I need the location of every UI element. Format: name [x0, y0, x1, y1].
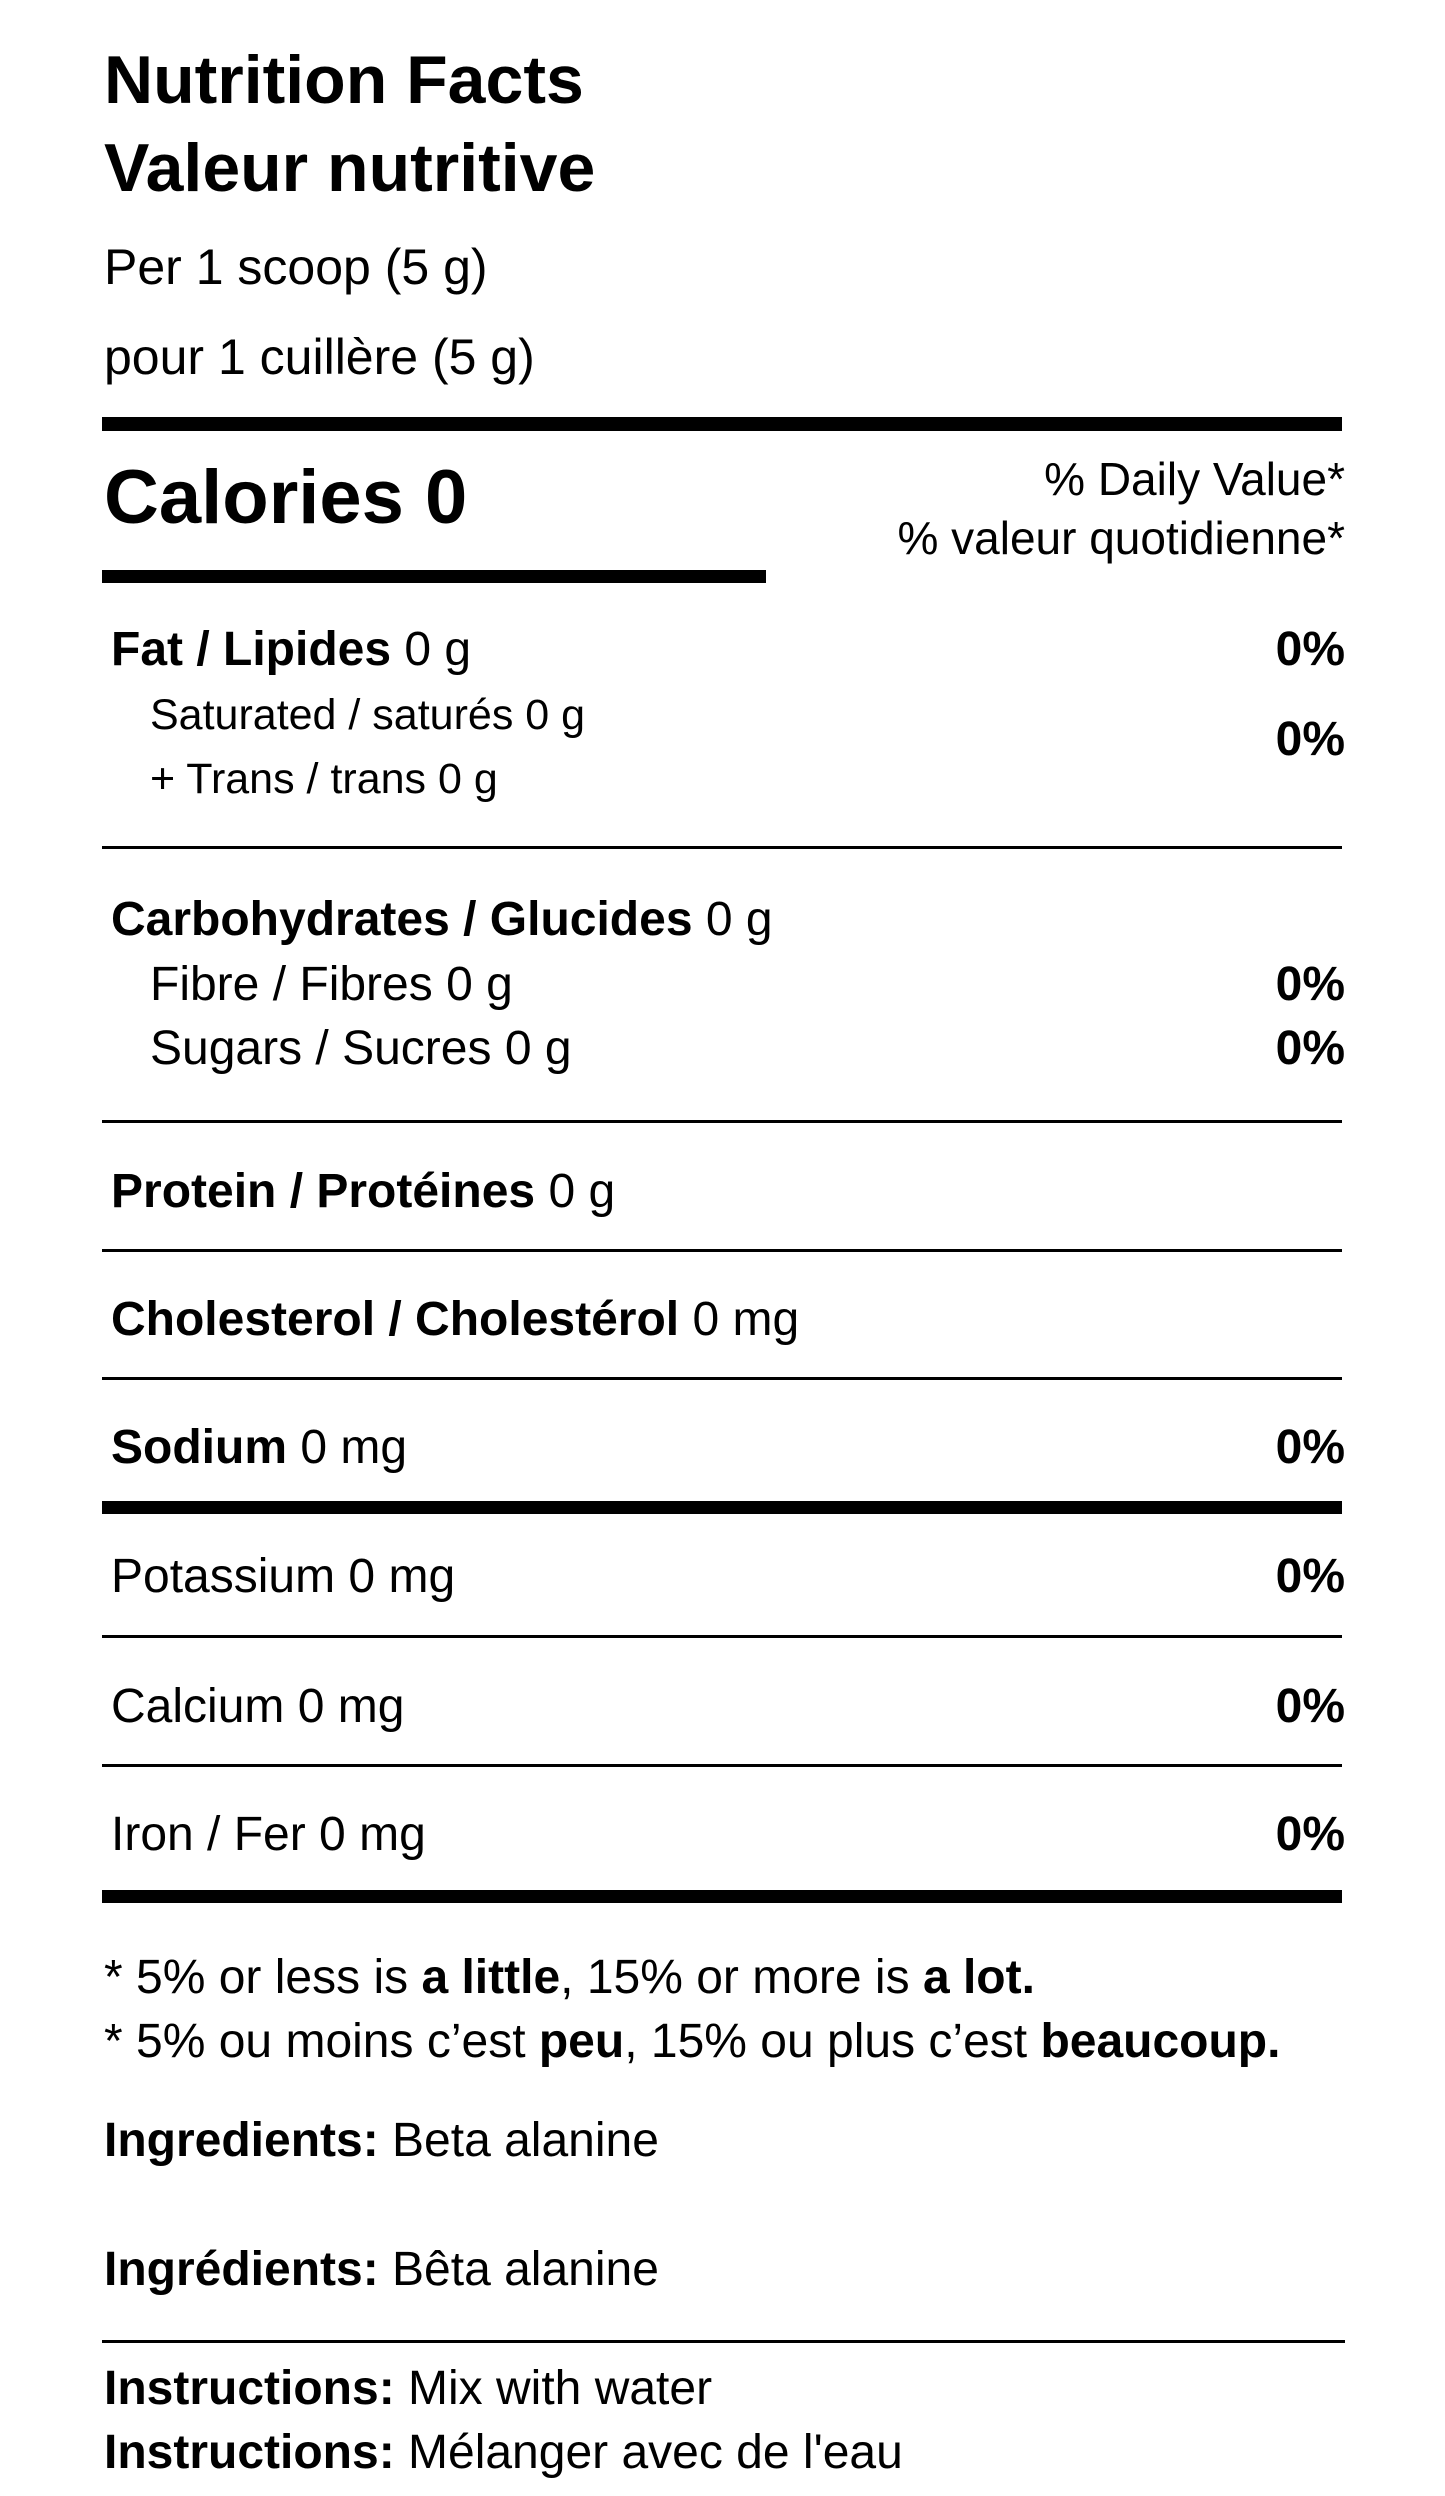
iron-dv: 0% [1275, 1808, 1345, 1861]
instructions-label: Instructions: [104, 2362, 395, 2415]
calories: Calories 0 [104, 455, 468, 540]
thick-divider-top [102, 417, 1342, 431]
ingredients-value: Beta alanine [378, 2114, 659, 2167]
title-fr: Valeur nutritive [104, 130, 596, 206]
cholesterol-amount: 0 mg [692, 1293, 800, 1346]
protein-amount: 0 g [548, 1165, 616, 1218]
footnote-emphasis: peu [538, 2015, 625, 2068]
fibre-dv: 0% [1275, 958, 1345, 1011]
ingredients-fr [104, 2243, 659, 2296]
ingredients-en [104, 2114, 659, 2167]
fat-dv: 0% [1275, 623, 1345, 676]
calcium-dv: 0% [1275, 1680, 1345, 1733]
sugars-row: Sugars / Sucres 0 g [150, 1022, 572, 1075]
footnote-emphasis: a lot. [922, 1951, 1035, 2004]
divider [102, 1764, 1342, 1767]
iron-row: Iron / Fer 0 mg [111, 1808, 426, 1861]
footnote-text: * 5% ou moins c’est [104, 2015, 539, 2068]
sugars-dv: 0% [1275, 1022, 1345, 1075]
thick-divider [102, 1501, 1342, 1514]
trans-row: + Trans / trans 0 g [150, 755, 498, 803]
protein-row [111, 1165, 616, 1218]
calories-underline [102, 570, 766, 583]
sodium-label: Sodium [111, 1421, 287, 1474]
fat-label: Fat / Lipides [111, 623, 392, 676]
footnote-fr [104, 2015, 1281, 2068]
footnote-text: , 15% ou plus c’est [624, 2015, 1041, 2068]
cholesterol-row [111, 1293, 800, 1346]
carbohydrates-amount: 0 g [705, 893, 773, 946]
fat-amount: 0 g [404, 623, 472, 676]
saturated-trans-dv: 0% [1275, 713, 1345, 766]
divider [102, 1377, 1342, 1380]
daily-value-header-en: % Daily Value* [1044, 453, 1345, 505]
potassium-dv: 0% [1275, 1550, 1345, 1603]
potassium-row: Potassium 0 mg [111, 1550, 456, 1603]
instructions-label: Instructions: [104, 2426, 395, 2479]
footnote-emphasis: beaucoup. [1040, 2015, 1281, 2068]
divider [102, 2340, 1345, 2343]
divider [102, 1635, 1342, 1638]
instructions-value: Mélanger avec de l'eau [394, 2426, 903, 2479]
footnote-text: * 5% or less is [104, 1951, 422, 2004]
sodium-row [111, 1421, 408, 1474]
footnote-en [104, 1951, 1035, 2004]
divider [102, 1120, 1342, 1123]
fat-row [111, 623, 472, 676]
instructions-fr [104, 2426, 903, 2479]
divider [102, 846, 1342, 849]
divider [102, 1249, 1342, 1252]
footnote-text: , 15% or more is [560, 1951, 923, 2004]
instructions-value: Mix with water [394, 2362, 713, 2415]
calcium-row: Calcium 0 mg [111, 1680, 405, 1733]
protein-label: Protein / Protéines [111, 1165, 536, 1218]
instructions-en [104, 2362, 713, 2415]
saturated-row: Saturated / saturés 0 g [150, 691, 586, 739]
serving-size-en: Per 1 scoop (5 g) [104, 239, 488, 295]
footnote-emphasis: a little [421, 1951, 561, 2004]
cholesterol-label: Cholesterol / Cholestérol [111, 1293, 680, 1346]
ingredients-label: Ingredients: [104, 2114, 379, 2167]
thick-divider-bottom [102, 1890, 1342, 1903]
ingredients-value: Bêta alanine [378, 2243, 659, 2296]
daily-value-header-fr: % valeur quotidienne* [897, 512, 1345, 564]
carbohydrates-row [111, 893, 773, 946]
title-en: Nutrition Facts [104, 42, 584, 118]
carbohydrates-label: Carbohydrates / Glucides [111, 893, 693, 946]
ingredients-label: Ingrédients: [104, 2243, 379, 2296]
sodium-amount: 0 mg [300, 1421, 408, 1474]
fibre-row: Fibre / Fibres 0 g [150, 958, 513, 1011]
sodium-dv: 0% [1275, 1421, 1345, 1474]
serving-size-fr: pour 1 cuillère (5 g) [104, 329, 535, 385]
